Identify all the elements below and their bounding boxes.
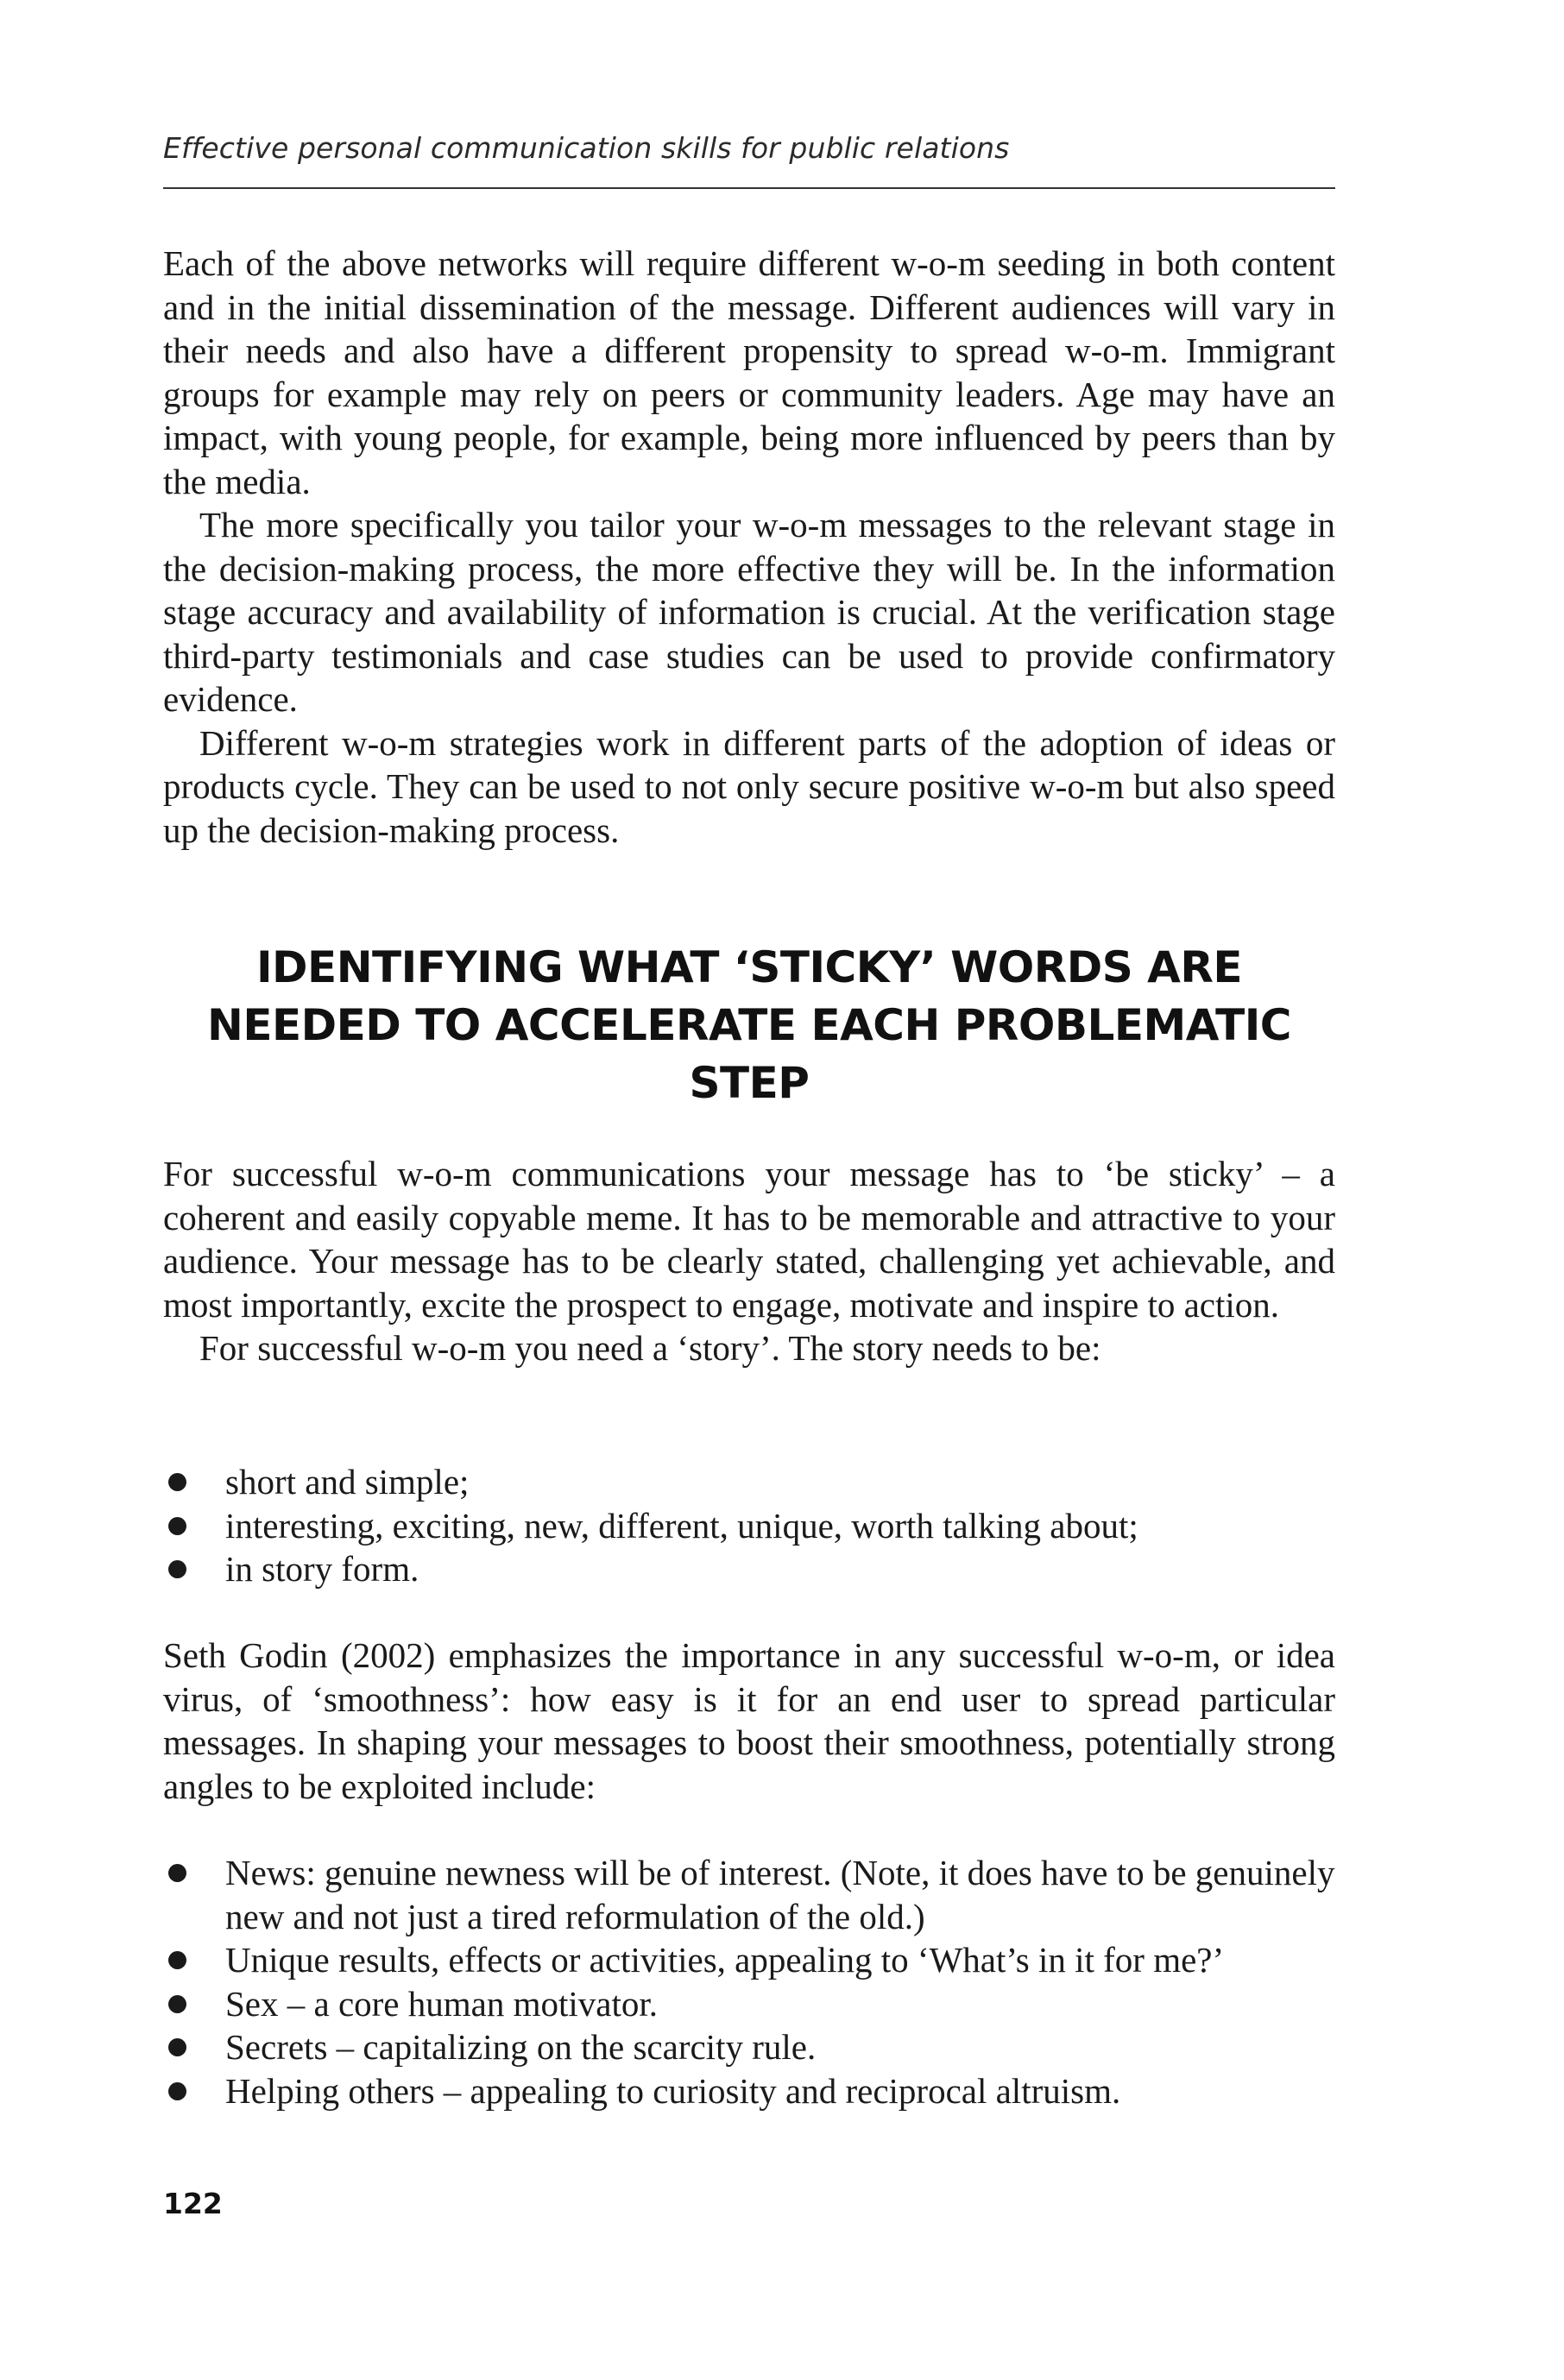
list-item-text: short and simple; xyxy=(225,1462,470,1502)
bullet-icon xyxy=(168,1995,186,2013)
page-number: 122 xyxy=(163,2187,223,2220)
list-item xyxy=(163,2025,1335,2069)
list-item xyxy=(163,1851,1335,1938)
list-item xyxy=(163,1504,1335,1548)
running-head: Effective personal communication skills for public relations xyxy=(163,131,1010,165)
bullet-icon xyxy=(168,1473,186,1491)
paragraph: For successful w-o-m communications your message has to ‘be sticky’ – a coherent and easily copyable meme. It has to be memorable and attractive to your audience. Your message has to be clearly stated, challenging yet achievable, and most importantly, excite the prospect to engage, motivate and inspire to action. xyxy=(163,1154,1335,1325)
godin-text xyxy=(163,1634,1335,1808)
header-rule xyxy=(163,187,1335,189)
list-item xyxy=(163,1547,1335,1591)
list-item xyxy=(163,1982,1335,2026)
section-text xyxy=(163,1152,1335,1370)
section-heading: IDENTIFYING WHAT ‘STICKY’ WORDS ARE NEEDED TO ACCELERATE EACH PROBLEMATIC STEP xyxy=(206,942,1292,1108)
list-item-text: Sex – a core human motivator. xyxy=(225,1983,658,2024)
paragraph: Different w-o-m strategies work in different parts of the adoption of ideas or products cycle. They can be used to not only secure positive w-o-m but also speed up the decision-making process. xyxy=(163,722,1335,850)
bullet-icon xyxy=(168,1517,186,1535)
list-item-text: Helping others – appealing to curiosity and reciprocal altruism. xyxy=(225,2070,1121,2111)
list-item-text: in story form. xyxy=(225,1549,419,1589)
paragraph: The more specifically you tailor your w-o-m messages to the relevant stage in the decision-making process, the more effective they will be. In the information stage accuracy and availability of information is crucial. At the verification stage third-party testimonials and case studies can be used to provide confirmatory evidence. xyxy=(163,505,1335,719)
book-page xyxy=(163,0,1335,2380)
bullet-icon xyxy=(168,1951,186,1969)
list-item-text: News: genuine newness will be of interest. (Note, it does have to be genuinely new and not just a tired reformulation of the old.) xyxy=(225,1853,1335,1936)
list-item-text: interesting, exciting, new, different, unique, worth talking about; xyxy=(225,1505,1138,1546)
paragraph: Seth Godin (2002) emphasizes the importance in any successful w-o-m, or idea virus, of ‘smoothness’: how easy is it for an end user to spread particular messages. In shaping your messages to boost their smoothness, potentially strong angles to be exploited include: xyxy=(163,1635,1335,1806)
angle-bullet-list xyxy=(163,1851,1335,2112)
bullet-icon xyxy=(168,2082,186,2100)
list-item xyxy=(163,2069,1335,2113)
bullet-icon xyxy=(168,1864,186,1882)
list-item xyxy=(163,1460,1335,1504)
list-item xyxy=(163,1938,1335,1982)
paragraph: Each of the above networks will require different w-o-m seeding in both content and in the initial dissemination of the message. Different audiences will vary in their needs and also have a different propensity to spread w-o-m. Immigrant groups for example may rely on peers or community leaders. Age may have an impact, with young people, for example, being more influenced by peers than by the media. xyxy=(163,243,1335,501)
list-item-text: Secrets – capitalizing on the scarcity rule. xyxy=(225,2027,817,2067)
bullet-icon xyxy=(168,1560,186,1578)
story-bullet-list xyxy=(163,1460,1335,1591)
list-item-text: Unique results, effects or activities, appealing to ‘What’s in it for me?’ xyxy=(225,1940,1225,1980)
intro-text xyxy=(163,242,1335,852)
bullet-icon xyxy=(168,2038,186,2056)
paragraph: For successful w-o-m you need a ‘story’. The story needs to be: xyxy=(199,1328,1101,1368)
